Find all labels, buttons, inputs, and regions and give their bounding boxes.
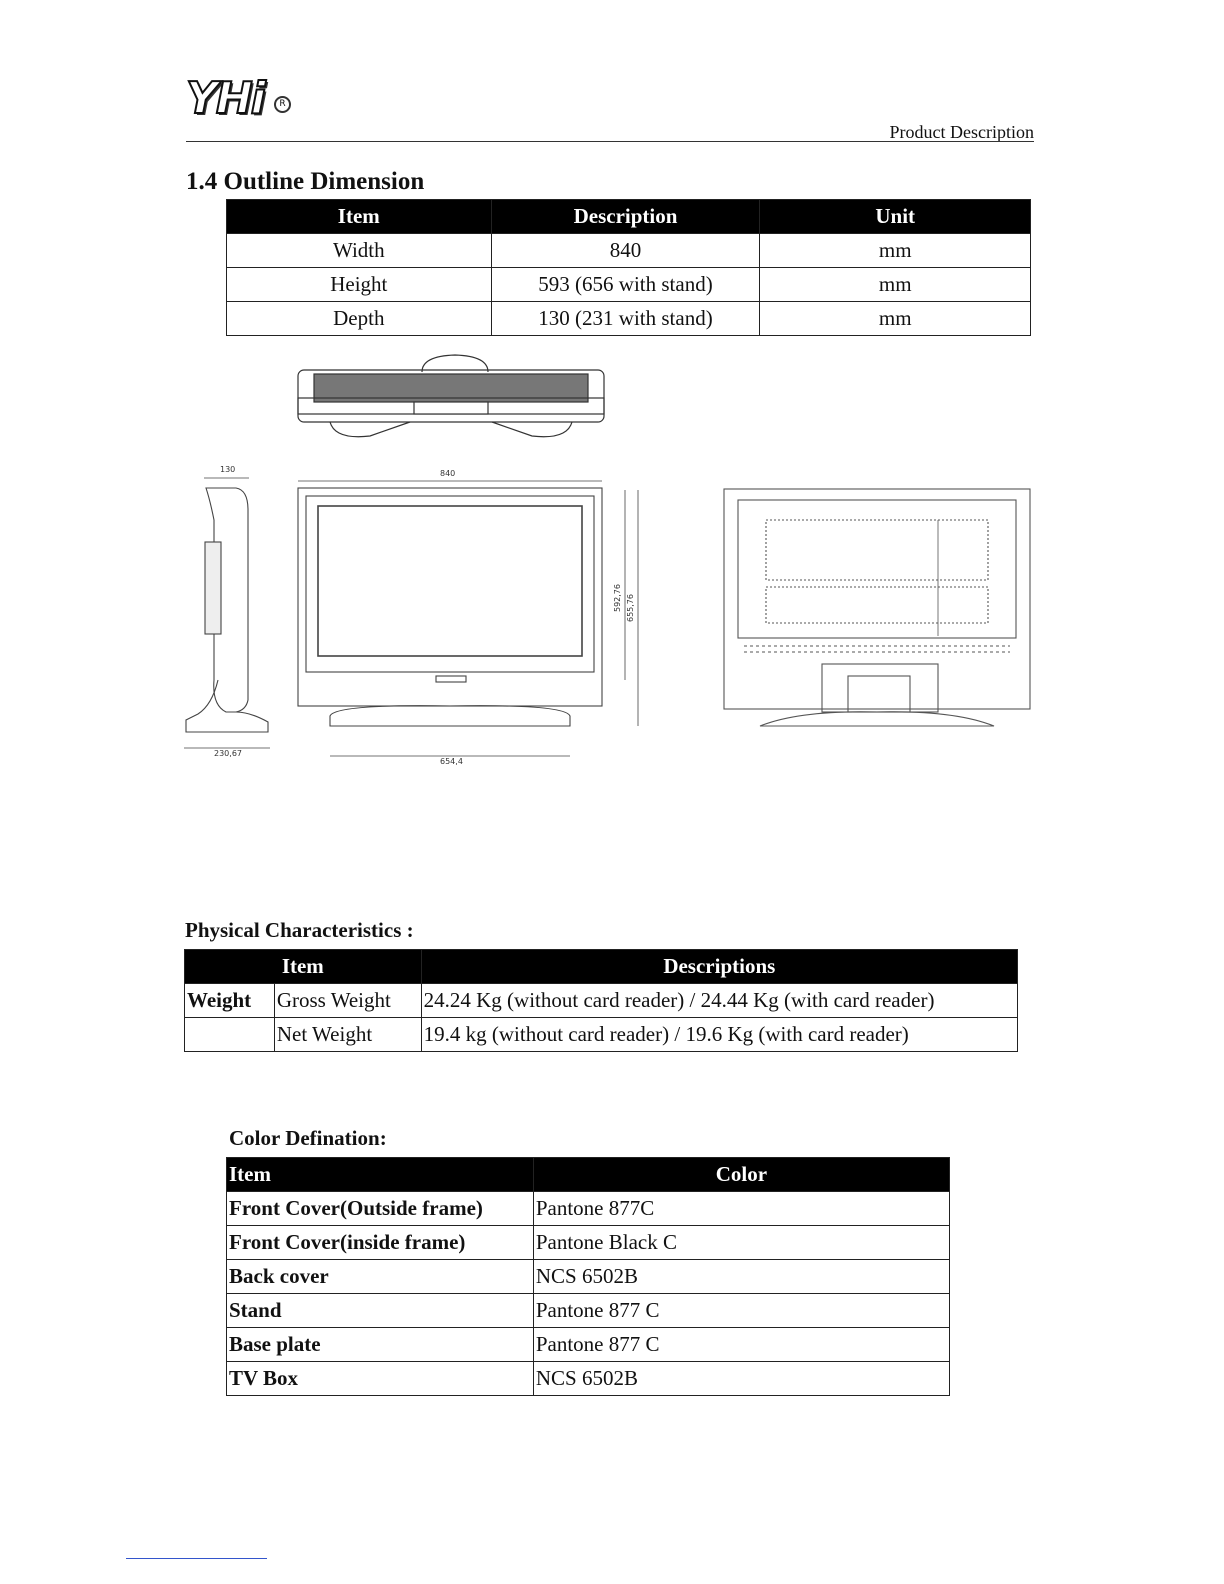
cell-description: 24.24 Kg (without card reader) / 24.44 Kg (with card reader) — [421, 984, 1017, 1018]
header-item: Item — [227, 200, 492, 234]
table-row — [227, 1328, 950, 1362]
side-view-drawing — [184, 465, 270, 758]
physical-characteristics-table — [184, 949, 1018, 1052]
cell-color: Pantone 877 C — [533, 1294, 949, 1328]
cell-unit: mm — [760, 268, 1031, 302]
cell-color: NCS 6502B — [533, 1260, 949, 1294]
color-definition-table — [226, 1157, 950, 1396]
header-unit: Unit — [760, 200, 1031, 234]
header-section-label: Product Description — [889, 122, 1034, 142]
table-row — [185, 984, 1018, 1018]
cell-item: Depth — [227, 302, 492, 336]
cell-unit: mm — [760, 302, 1031, 336]
header-color: Color — [533, 1158, 949, 1192]
table-row — [185, 1018, 1018, 1052]
front-base-label: 654,4 — [440, 757, 463, 766]
section-title: 1.4 Outline Dimension — [186, 168, 425, 195]
physical-title: Physical Characteristics : — [185, 918, 414, 942]
cell-description: 593 (656 with stand) — [491, 268, 760, 302]
table-row — [227, 1294, 950, 1328]
cell-item: Height — [227, 268, 492, 302]
front-width-label: 840 — [440, 469, 456, 478]
table-row — [227, 1362, 950, 1396]
table-header-row — [227, 1158, 950, 1192]
front-view-drawing — [298, 469, 638, 766]
header-description: Description — [491, 200, 760, 234]
side-depth-label: 130 — [220, 465, 236, 474]
header-descriptions: Descriptions — [421, 950, 1017, 984]
table-row — [227, 1260, 950, 1294]
cell-group-empty — [185, 1018, 275, 1052]
cell-description: 840 — [491, 234, 760, 268]
cell-item: Back cover — [227, 1260, 534, 1294]
cell-item: Width — [227, 234, 492, 268]
cell-description: 130 (231 with stand) — [491, 302, 760, 336]
cell-item: Base plate — [227, 1328, 534, 1362]
cell-item: TV Box — [227, 1362, 534, 1396]
cell-item: Front Cover(inside frame) — [227, 1226, 534, 1260]
cell-color: Pantone 877 C — [533, 1328, 949, 1362]
color-title: Color Defination: — [229, 1126, 387, 1150]
header-item: Item — [185, 950, 422, 984]
cell-unit: mm — [760, 234, 1031, 268]
cell-item: Stand — [227, 1294, 534, 1328]
top-view-drawing — [298, 355, 604, 437]
cell-item: Gross Weight — [274, 984, 421, 1018]
rear-view-drawing — [724, 489, 1030, 726]
front-panel-height-label: 592,76 — [613, 584, 622, 612]
cell-color: NCS 6502B — [533, 1362, 949, 1396]
cell-item: Net Weight — [274, 1018, 421, 1052]
header-item: Item — [227, 1158, 534, 1192]
front-total-height-label: 655,76 — [626, 594, 635, 622]
logo-text: YHi — [186, 73, 264, 124]
footer-link-underline — [126, 1558, 267, 1559]
table-row — [227, 1192, 950, 1226]
cell-group-weight: Weight — [185, 984, 275, 1018]
table-header-row — [185, 950, 1018, 984]
cell-item: Front Cover(Outside frame) — [227, 1192, 534, 1226]
cell-description: 19.4 kg (without card reader) / 19.6 Kg (with card reader) — [421, 1018, 1017, 1052]
table-row — [227, 1226, 950, 1260]
side-base-label: 230,67 — [214, 749, 242, 758]
registered-mark-icon: R — [274, 96, 291, 113]
cell-color: Pantone Black C — [533, 1226, 949, 1260]
cell-color: Pantone 877C — [533, 1192, 949, 1226]
